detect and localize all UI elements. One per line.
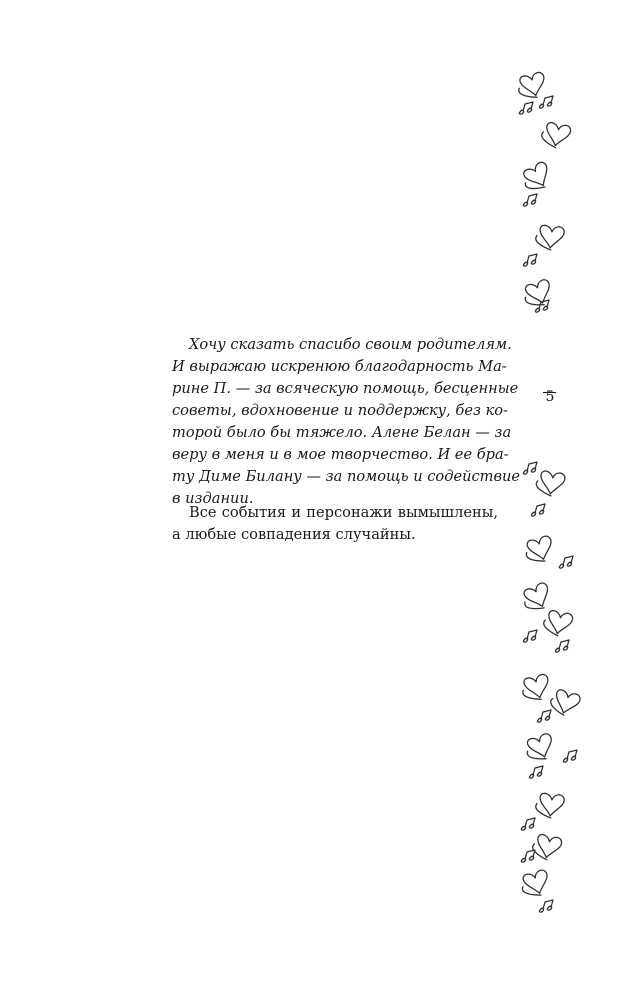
heart-icon xyxy=(524,733,556,763)
acknowledgement-line-7: ту Диме Билану — за помощь и содействие xyxy=(172,468,521,485)
music-note-icon xyxy=(539,96,553,108)
heart-icon xyxy=(522,279,554,309)
music-note-icon xyxy=(523,254,537,266)
acknowledgement-line-3: рине П. — за всяческую помощь, бесценные xyxy=(172,380,519,397)
music-note-icon xyxy=(521,850,535,862)
heart-icon xyxy=(534,469,565,498)
music-note-icon xyxy=(539,900,553,912)
heart-icon xyxy=(519,161,554,194)
heart-icon xyxy=(523,535,554,564)
heart-icon xyxy=(520,582,554,614)
music-note-icon xyxy=(531,504,545,516)
music-note-icon xyxy=(559,556,573,568)
heart-icon xyxy=(516,72,547,101)
acknowledgement-line-6: веру в меня и в мое творчество. И ее бра- xyxy=(172,446,509,463)
music-note-icon xyxy=(529,766,543,778)
heart-icon xyxy=(548,687,582,719)
music-note-icon xyxy=(555,640,569,652)
heart-icon xyxy=(534,791,565,820)
disclaimer-line-1: Все события и персонажи вымышлены, xyxy=(189,504,498,521)
heart-icon xyxy=(530,832,562,862)
music-note-icon xyxy=(523,462,537,474)
page-number: 5 xyxy=(545,389,555,405)
acknowledgement-line-8: в издании. xyxy=(172,490,254,507)
music-note-icon xyxy=(523,194,537,206)
acknowledgement-line-1: Хочу сказать спасибо своим родителям. xyxy=(189,336,512,353)
music-note-icon xyxy=(519,102,533,114)
music-note-icon xyxy=(521,818,535,830)
heart-icon xyxy=(539,120,571,150)
heart-icon xyxy=(520,674,551,703)
music-note-icon xyxy=(537,710,551,722)
music-note-icon xyxy=(535,300,549,312)
music-note-icon xyxy=(563,750,577,762)
heart-icon xyxy=(541,608,573,638)
acknowledgement-line-5: торой было бы тяжело. Алене Белан — за xyxy=(172,424,512,441)
music-note-icon xyxy=(523,630,537,642)
acknowledgement-line-4: советы, вдохновение и поддержку, без ко- xyxy=(172,402,508,419)
heart-icon xyxy=(534,223,565,252)
disclaimer-line-2: а любые совпадения случайны. xyxy=(172,526,416,543)
heart-icon xyxy=(519,869,550,898)
acknowledgement-line-2: И выражаю искренюю благодарность Ма- xyxy=(172,358,507,375)
